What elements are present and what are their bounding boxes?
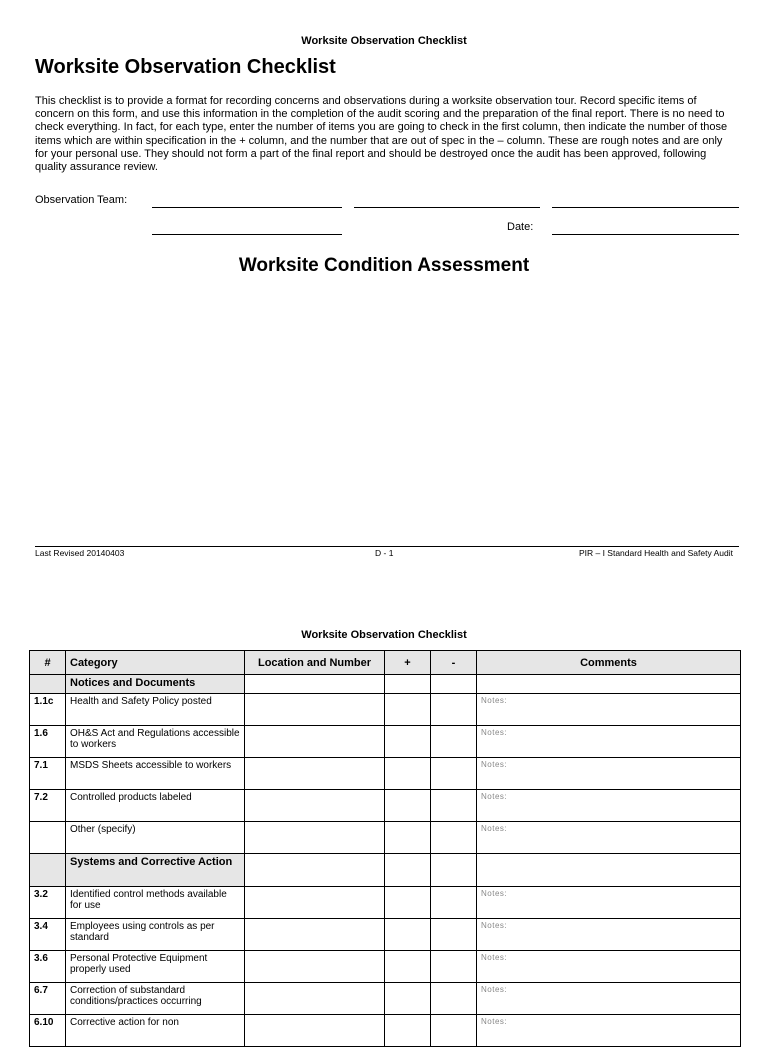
item-category: Corrective action for non <box>66 1015 245 1047</box>
minus-cell[interactable] <box>431 675 477 694</box>
minus-cell[interactable] <box>431 854 477 887</box>
footer-rule <box>35 546 739 547</box>
comments-cell[interactable] <box>477 675 741 694</box>
item-number: 6.10 <box>30 1015 66 1047</box>
item-category: Controlled products labeled <box>66 790 245 822</box>
footer-page-number: D - 1 <box>375 548 394 558</box>
col-header-comments: Comments <box>477 651 741 675</box>
item-category: Identified control methods available for use <box>66 887 245 919</box>
minus-cell[interactable] <box>431 694 477 726</box>
section-heading: Worksite Condition Assessment <box>238 255 530 276</box>
minus-cell[interactable] <box>431 919 477 951</box>
location-cell[interactable] <box>245 919 385 951</box>
section-number-cell <box>30 675 66 694</box>
table-row <box>30 1015 741 1047</box>
date-field[interactable] <box>552 234 739 235</box>
location-cell[interactable] <box>245 790 385 822</box>
item-category: Employees using controls as per standard <box>66 919 245 951</box>
table-row <box>30 951 741 983</box>
table-row <box>30 790 741 822</box>
item-category: OH&S Act and Regulations accessible to workers <box>66 726 245 758</box>
comments-cell[interactable] <box>477 854 741 887</box>
col-header-minus: - <box>431 651 477 675</box>
minus-cell[interactable] <box>431 822 477 854</box>
item-number: 1.1c <box>30 694 66 726</box>
location-cell[interactable] <box>245 694 385 726</box>
minus-cell[interactable] <box>431 951 477 983</box>
comments-notes[interactable]: Notes: <box>477 758 741 790</box>
item-number: 3.2 <box>30 887 66 919</box>
comments-notes[interactable]: Notes: <box>477 790 741 822</box>
intro-paragraph: This checklist is to provide a format for recording concerns and observations during a worksite observation tour. Record specific items of concern on this form, and use this information in the completion of the audit scoring and the preparation of the final report. There is no need to check everything. In fact, for each type, enter the number of items you are going to check in the first column, then indicate the number of those items which are within specification in the + column, and the number that are out of spec in the – column. These are rough notes and are only for your personal use. They should not form a part of the final report and should be destroyed once the audit has been approved, following quality assurance review. <box>35 95 728 174</box>
item-number: 7.1 <box>30 758 66 790</box>
plus-cell[interactable] <box>385 887 431 919</box>
col-header-plus: + <box>385 651 431 675</box>
table-row <box>30 887 741 919</box>
item-category: Correction of substandard conditions/practices occurring <box>66 983 245 1015</box>
date-label: Date: <box>507 221 534 233</box>
comments-notes[interactable]: Notes: <box>477 726 741 758</box>
item-number: 7.2 <box>30 790 66 822</box>
plus-cell[interactable] <box>385 919 431 951</box>
table-row <box>30 919 741 951</box>
location-cell[interactable] <box>245 758 385 790</box>
item-number: 3.6 <box>30 951 66 983</box>
location-cell[interactable] <box>245 1015 385 1047</box>
item-category: MSDS Sheets accessible to workers <box>66 758 245 790</box>
checklist-table <box>29 650 741 1047</box>
comments-notes[interactable]: Notes: <box>477 951 741 983</box>
table-row <box>30 694 741 726</box>
location-cell[interactable] <box>245 887 385 919</box>
item-number <box>30 822 66 854</box>
section-number-cell <box>30 854 66 887</box>
plus-cell[interactable] <box>385 822 431 854</box>
minus-cell[interactable] <box>431 1015 477 1047</box>
observation-team-field-2[interactable] <box>354 207 540 208</box>
observation-team-label: Observation Team: <box>35 194 128 206</box>
location-cell[interactable] <box>245 854 385 887</box>
observation-team-field-4[interactable] <box>152 234 342 235</box>
table-row <box>30 822 741 854</box>
section-row <box>30 854 741 887</box>
item-category: Personal Protective Equipment properly used <box>66 951 245 983</box>
minus-cell[interactable] <box>431 887 477 919</box>
section-title: Notices and Documents <box>66 675 245 694</box>
comments-notes[interactable]: Notes: <box>477 887 741 919</box>
plus-cell[interactable] <box>385 1015 431 1047</box>
plus-cell[interactable] <box>385 758 431 790</box>
minus-cell[interactable] <box>431 983 477 1015</box>
page-title: Worksite Observation Checklist <box>35 56 336 78</box>
location-cell[interactable] <box>245 951 385 983</box>
plus-cell[interactable] <box>385 694 431 726</box>
comments-notes[interactable]: Notes: <box>477 1015 741 1047</box>
plus-cell[interactable] <box>385 983 431 1015</box>
footer-audit-name: PIR – I Standard Health and Safety Audit <box>578 548 733 558</box>
plus-cell[interactable] <box>385 854 431 887</box>
observation-team-field-1[interactable] <box>152 207 342 208</box>
table-row <box>30 758 741 790</box>
section-title: Systems and Corrective Action <box>66 854 245 887</box>
location-cell[interactable] <box>245 726 385 758</box>
plus-cell[interactable] <box>385 790 431 822</box>
item-number: 1.6 <box>30 726 66 758</box>
comments-notes[interactable]: Notes: <box>477 919 741 951</box>
col-header-category: Category <box>66 651 245 675</box>
table-row <box>30 983 741 1015</box>
location-cell[interactable] <box>245 983 385 1015</box>
minus-cell[interactable] <box>431 790 477 822</box>
running-header: Worksite Observation Checklist <box>301 35 467 47</box>
minus-cell[interactable] <box>431 726 477 758</box>
comments-notes[interactable]: Notes: <box>477 983 741 1015</box>
location-cell[interactable] <box>245 675 385 694</box>
plus-cell[interactable] <box>385 675 431 694</box>
item-number: 6.7 <box>30 983 66 1015</box>
item-category: Other (specify) <box>66 822 245 854</box>
minus-cell[interactable] <box>431 758 477 790</box>
item-category: Health and Safety Policy posted <box>66 694 245 726</box>
observation-team-field-3[interactable] <box>552 207 739 208</box>
table-row <box>30 726 741 758</box>
col-header-number: # <box>30 651 66 675</box>
table-header-row <box>30 651 741 675</box>
comments-notes[interactable]: Notes: <box>477 694 741 726</box>
footer-revised: Last Revised 20140403 <box>35 548 125 558</box>
comments-notes[interactable]: Notes: <box>477 822 741 854</box>
location-cell[interactable] <box>245 822 385 854</box>
item-number: 3.4 <box>30 919 66 951</box>
plus-cell[interactable] <box>385 726 431 758</box>
plus-cell[interactable] <box>385 951 431 983</box>
running-header-page-2: Worksite Observation Checklist <box>301 629 467 641</box>
col-header-location: Location and Number <box>245 651 385 675</box>
section-row <box>30 675 741 694</box>
